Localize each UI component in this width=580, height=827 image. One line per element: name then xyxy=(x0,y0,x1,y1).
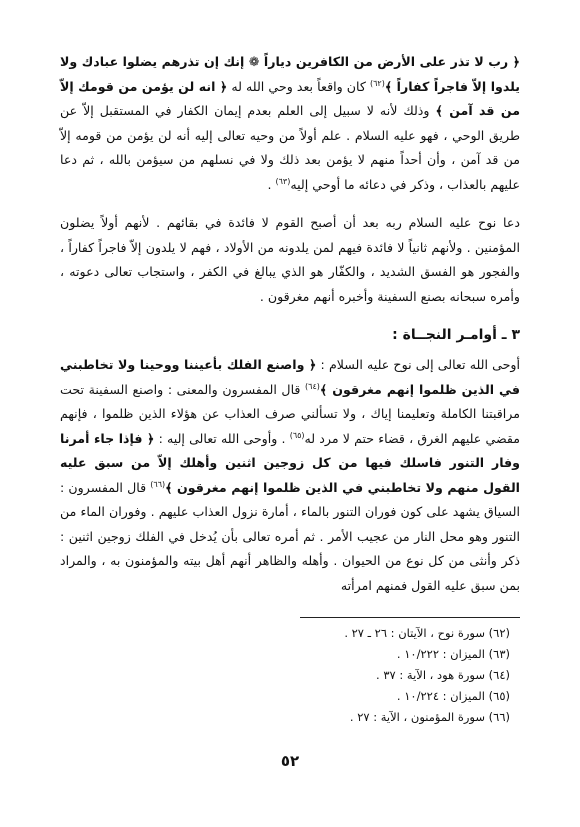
footnote: (٦٢) سورة نوح ، الآيتان : ٢٦ ـ ٢٧ . xyxy=(344,626,510,640)
text-run: قال المفسرون والمعنى : واصنع السفينة تحت مراقبتنا الكاملة وتعليمنا إياك ، ولا تسألني صرف العذاب عن هؤلاء الذين ظلموا ، فإنهم مقضي عليهم الغرق ، قضاء حتم لا مرد له xyxy=(60,381,520,446)
footnote: (٦٤) سورة هود ، الآية : ٣٧ . xyxy=(376,668,510,682)
footnote: (٦٣) الميزان : ١٠/٢٢٢ . xyxy=(396,647,510,661)
intro-paragraphs xyxy=(60,50,520,309)
footnote: (٦٦) سورة المؤمنون ، الآية : ٢٧ . xyxy=(349,710,510,724)
footnote-ref: (٦٥) xyxy=(289,430,305,440)
footnote-ref: (٦٣) xyxy=(275,176,291,186)
footnote: (٦٥) الميزان : ١٠/٢٢٤ . xyxy=(396,689,510,703)
footnote-ref: (٦٦) xyxy=(150,479,166,489)
section-heading: ٣ ـ أوامـر النجــاة : xyxy=(392,327,520,343)
footnote-ref: (٦٤) xyxy=(305,381,320,391)
text-run: دعا نوح عليه السلام ربه بعد أن أصبح القوم لا فائدة في بقائهم . لأنهم أولاً يضلون المؤمنين . ولأنهم ثانياً لا فائدة فيهم لمن يلدونه من الأولاد ، فهم لا يلدون إلاّ فاجراً كفاراً ، والفجور هو الفسق الشديد ، والكفّار هو الذي يبالغ في الكفر ، واستجاب تعالى دعوته ، وأمره سبحانه بصنع السفينة وأخبره أنهم مغرقون . xyxy=(60,215,520,304)
text-run: . xyxy=(267,176,276,192)
quran-quote: ﴿ انه لن يؤمن من قومك إلاّ من قد آمن ﴾ xyxy=(60,78,521,118)
quran-quote: ﴿ رب لا تذر على الأرض من الكافرين دياراً ❁ إنك إن تذرهم يضلوا عبادك ولا يلدوا إلاّ فاجراً كفاراً ﴾ xyxy=(60,54,520,94)
text-run: قال المفسرون : السياق يشهد على كون فوران التنور بالماء ، أمارة نزول العذاب عليهم . وفوران الماء من التنور وهو محل النار من عجيب الأمر . ثم أمره تعالى بأن يُدخل في الفلك زوجين اثنين : ذكر وأنثى من كل نوع من الحيوان . وأهله والظاهر أنهم أهل بيته والمؤمنون به ، والمراد بمن سبق عليه القول فمنهم امرأته xyxy=(60,479,520,593)
quran-quote: ﴿ فإذا جاء أمرنا وفار التنور فاسلك فيها من كل زوجين اثنين وأهلك إلاّ من سبق عليه القول منهم ولا تخاطبني في الذين ظلموا إنهم مغرقون ﴾ xyxy=(60,430,521,495)
text-run: . وأوحى الله تعالى إليه : xyxy=(154,430,290,446)
footnote-divider xyxy=(300,617,520,618)
text-run: أوحى الله تعالى إلى نوح عليه السلام : xyxy=(316,357,520,372)
text-run: وذلك لأنه لا سبيل إلى العلم بعدم إيمان الكفار في المستقبل إلاّ عن طريق الوحي ، فهو عليه السلام . علم أولاً من وحيه تعالى إليه أنه لن يؤمن من قومه إلاّ من قد آمن ، وأن أحداً منهم لا يؤمن بعد ذلك ولا في نسلهم من سيؤمن بالله ، ثم دعا عليهم بالعذاب ، وذكر في دعائه ما أوحي إليه xyxy=(60,103,520,192)
paragraph xyxy=(60,353,520,598)
paragraph xyxy=(60,211,520,309)
text-run: كان واقعاً بعد وحي الله له xyxy=(227,78,370,94)
section-paragraphs xyxy=(60,353,520,598)
footnote-ref: (٦٢) xyxy=(369,78,385,88)
quran-quote: ﴿ واصنع الفلك بأعيننا ووحينا ولا تخاطبني في الذين ظلموا إنهم مغرقون ﴾ xyxy=(60,357,521,397)
footnotes xyxy=(60,623,520,728)
page-body xyxy=(60,50,520,612)
paragraph xyxy=(60,50,520,197)
page-number: ٥٢ xyxy=(280,752,300,770)
